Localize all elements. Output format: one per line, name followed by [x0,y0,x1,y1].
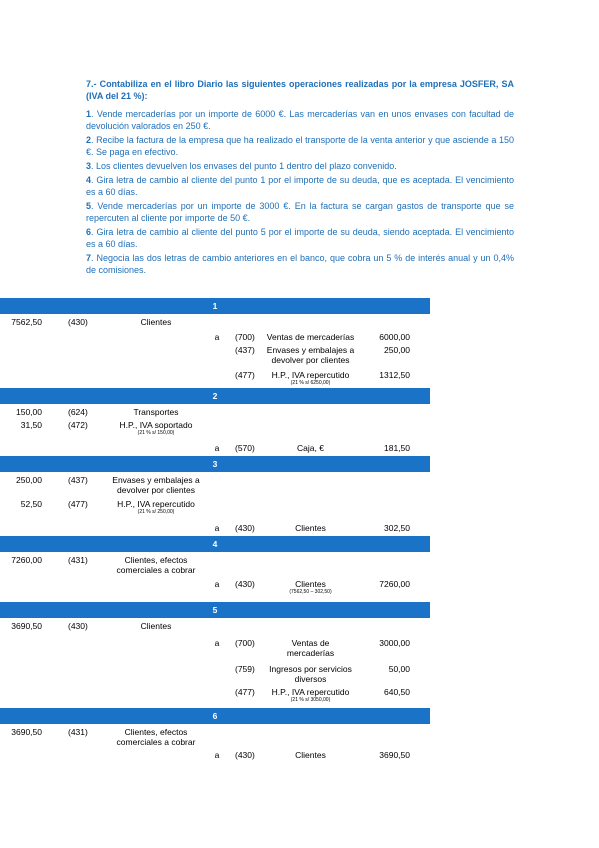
account-name [263,370,358,387]
account-name-line: comerciales a cobrar [116,737,196,747]
credit-row [0,748,430,764]
debit-row [0,498,430,522]
credit-row [0,330,430,344]
exercise-title: 7.- Contabiliza en el libro Diario las siguientes operaciones realizadas por la empresa JOSFER, SA (IVA del 21 %): [86,79,514,101]
operation-text: Recibe la factura de la empresa que ha realizado el transporte de la venta anterior y que asciende a 150 €. Se paga en efectivo. [86,135,514,157]
operation-item: 2. Recibe la factura de la empresa que ha realizado el transporte de la venta anterior y que asciende a 150 €. Se paga en efectivo. [86,135,514,157]
debit-row [0,618,430,636]
operation-number: 7 [86,253,92,263]
credit-amount: 6000,00 [379,332,410,342]
account-code: (624) [68,407,88,417]
account-name-line: devolver por clientes [271,355,350,365]
operation-number: 4 [86,175,92,185]
calculation-note: (7562,50 – 302,50) [289,589,332,595]
account-name [100,420,212,437]
a-marker: a [214,579,220,589]
operation-number: 6 [86,227,92,237]
account-name [263,638,358,658]
tax-base-note: (21 % s/ 3050,00) [290,697,331,703]
debit-amount: 250,00 [16,475,42,485]
account-name-line: Clientes, efectos [124,555,188,565]
journal-table [0,298,430,764]
debit-amount: 7562,50 [11,317,42,327]
credit-row [0,662,430,686]
account-name: Clientes [295,523,326,533]
debit-amount: 52,50 [20,499,42,509]
account-code: (437) [68,475,88,485]
a-marker: a [214,638,220,648]
entry-header: 1 [0,298,430,314]
operation-text: Vende mercaderías por un importe de 3000 €. En la factura se cargan gastos de transporte que se repercuten al cliente por importe de 50 €. [86,201,514,223]
operation-number: 5 [86,201,92,211]
entry-header: 6 [0,708,430,724]
account-code: (477) [235,370,255,380]
account-code: (477) [68,499,88,509]
credit-row [0,368,430,388]
operation-item: 3. Los clientes devuelven los envases del punto 1 dentro del plazo convenido. [86,161,397,171]
exercise-statement [86,78,514,278]
operation-text: Vende mercaderías por un importe de 6000 €. Las mercaderías van en unos envases con facultad de devolución valorados en 250 €. [86,109,514,131]
credit-amount: 3690,50 [379,750,410,760]
debit-row [0,418,430,442]
credit-row [0,686,430,708]
account-name [263,687,358,704]
account-code: (437) [235,345,255,355]
operation-item: 4. Gira letra de cambio al cliente del punto 1 por el importe de su deuda, que es aceptada. El vencimiento es a 60 días. [86,175,514,197]
account-name-line: Clientes [295,579,326,589]
account-name: Clientes [295,750,326,760]
operation-item: 7. Negocia las dos letras de cambio anteriores en el banco, que cobra un 5 % de interés anual y un 0,4% de comisiones. [86,253,514,275]
tax-base-note: (21 % s/ 250,00) [137,509,175,515]
account-name-line: H.P., IVA repercutido [117,499,195,509]
operation-number: 3 [86,161,92,171]
credit-amount: 7260,00 [379,579,410,589]
a-marker: a [214,750,220,760]
operation-text: Los clientes devuelven los envases del punto 1 dentro del plazo convenido. [96,161,397,171]
account-name-line: Clientes, efectos [124,727,188,737]
debit-amount: 150,00 [16,407,42,417]
account-code: (431) [68,727,88,737]
account-code: (430) [235,750,255,760]
account-code: (430) [68,621,88,631]
operation-text: Negocia las dos letras de cambio anteriores en el banco, que cobra un 5 % de interés anual y un 0,4% de comisiones. [86,253,514,275]
account-name-line: Ingresos por servicios [269,664,352,674]
account-code: (570) [235,443,255,453]
entry-header: 4 [0,536,430,552]
credit-row [0,636,430,662]
account-name [100,499,212,516]
account-name [263,345,358,365]
credit-amount: 640,50 [384,687,410,697]
operation-text: Gira letra de cambio al cliente del punto 1 por el importe de su deuda, que es aceptada. El vencimiento es a 60 días. [86,175,514,197]
debit-row [0,724,430,748]
account-code: (472) [68,420,88,430]
account-name: Ventas de mercaderías [266,332,355,342]
credit-row [0,442,430,456]
credit-amount: 250,00 [384,345,410,355]
account-code: (759) [235,664,255,674]
credit-amount: 50,00 [388,664,410,674]
operation-item: 1. Vende mercaderías por un importe de 6000 €. Las mercaderías van en unos envases con facultad de devolución valorados en 250 €. [86,109,514,131]
account-name-line: Envases y embalajes a [112,475,200,485]
account-name: Clientes [140,317,172,327]
account-name-line: devolver por clientes [117,485,195,495]
entry-header: 2 [0,388,430,404]
debit-amount: 3690,50 [11,727,42,737]
credit-row [0,522,430,536]
operation-number: 2 [86,135,92,145]
debit-row [0,472,430,498]
account-name-line: H.P., IVA soportado [119,420,193,430]
credit-amount: 1312,50 [379,370,410,380]
account-name [263,579,358,596]
debit-amount: 3690,50 [11,621,42,631]
operation-item: 5. Vende mercaderías por un importe de 3000 €. En la factura se cargan gastos de transporte que se repercuten al cliente por importe de 50 €. [86,201,514,223]
a-marker: a [214,332,220,342]
account-name-line: Ventas de [291,638,330,648]
account-code: (430) [68,317,88,327]
debit-row [0,314,430,330]
account-code: (430) [235,579,255,589]
a-marker: a [214,443,220,453]
credit-amount: 181,50 [384,443,410,453]
account-name: Clientes [140,621,172,631]
account-name [100,727,212,747]
debit-amount: 7260,00 [11,555,42,565]
account-code: (477) [235,687,255,697]
tax-base-note: (21 % s/ 150,00) [137,430,175,436]
debit-amount: 31,50 [20,420,42,430]
account-name [100,555,212,575]
operation-item: 6. Gira letra de cambio al cliente del punto 5 por el importe de su deuda, siendo aceptada. El vencimiento es a 60 días. [86,227,514,249]
operation-text: Gira letra de cambio al cliente del punto 5 por el importe de su deuda, siendo aceptada. El vencimiento es a 60 días. [86,227,514,249]
credit-amount: 3000,00 [379,638,410,648]
account-name: Caja, € [297,443,324,453]
account-name-line: H.P., IVA repercutido [271,370,350,380]
account-name-line: mercaderías [286,648,335,658]
credit-amount: 302,50 [384,523,410,533]
entry-header: 5 [0,602,430,618]
a-marker: a [214,523,220,533]
debit-row [0,552,430,576]
account-name-line: Envases y embalajes a [266,345,355,355]
operation-number: 1 [86,109,92,119]
account-name-line: H.P., IVA repercutido [271,687,350,697]
account-name [100,475,212,495]
account-name [263,664,358,684]
account-code: (700) [235,332,255,342]
account-code: (431) [68,555,88,565]
debit-row [0,404,430,418]
account-code: (700) [235,638,255,648]
credit-row [0,576,430,602]
credit-row [0,344,430,368]
tax-base-note: (21 % s/ 6250,00) [290,380,331,386]
account-name-line: comerciales a cobrar [116,565,196,575]
entry-header: 3 [0,456,430,472]
account-name: Transportes [133,407,179,417]
account-code: (430) [235,523,255,533]
account-name-line: diversos [294,674,327,684]
